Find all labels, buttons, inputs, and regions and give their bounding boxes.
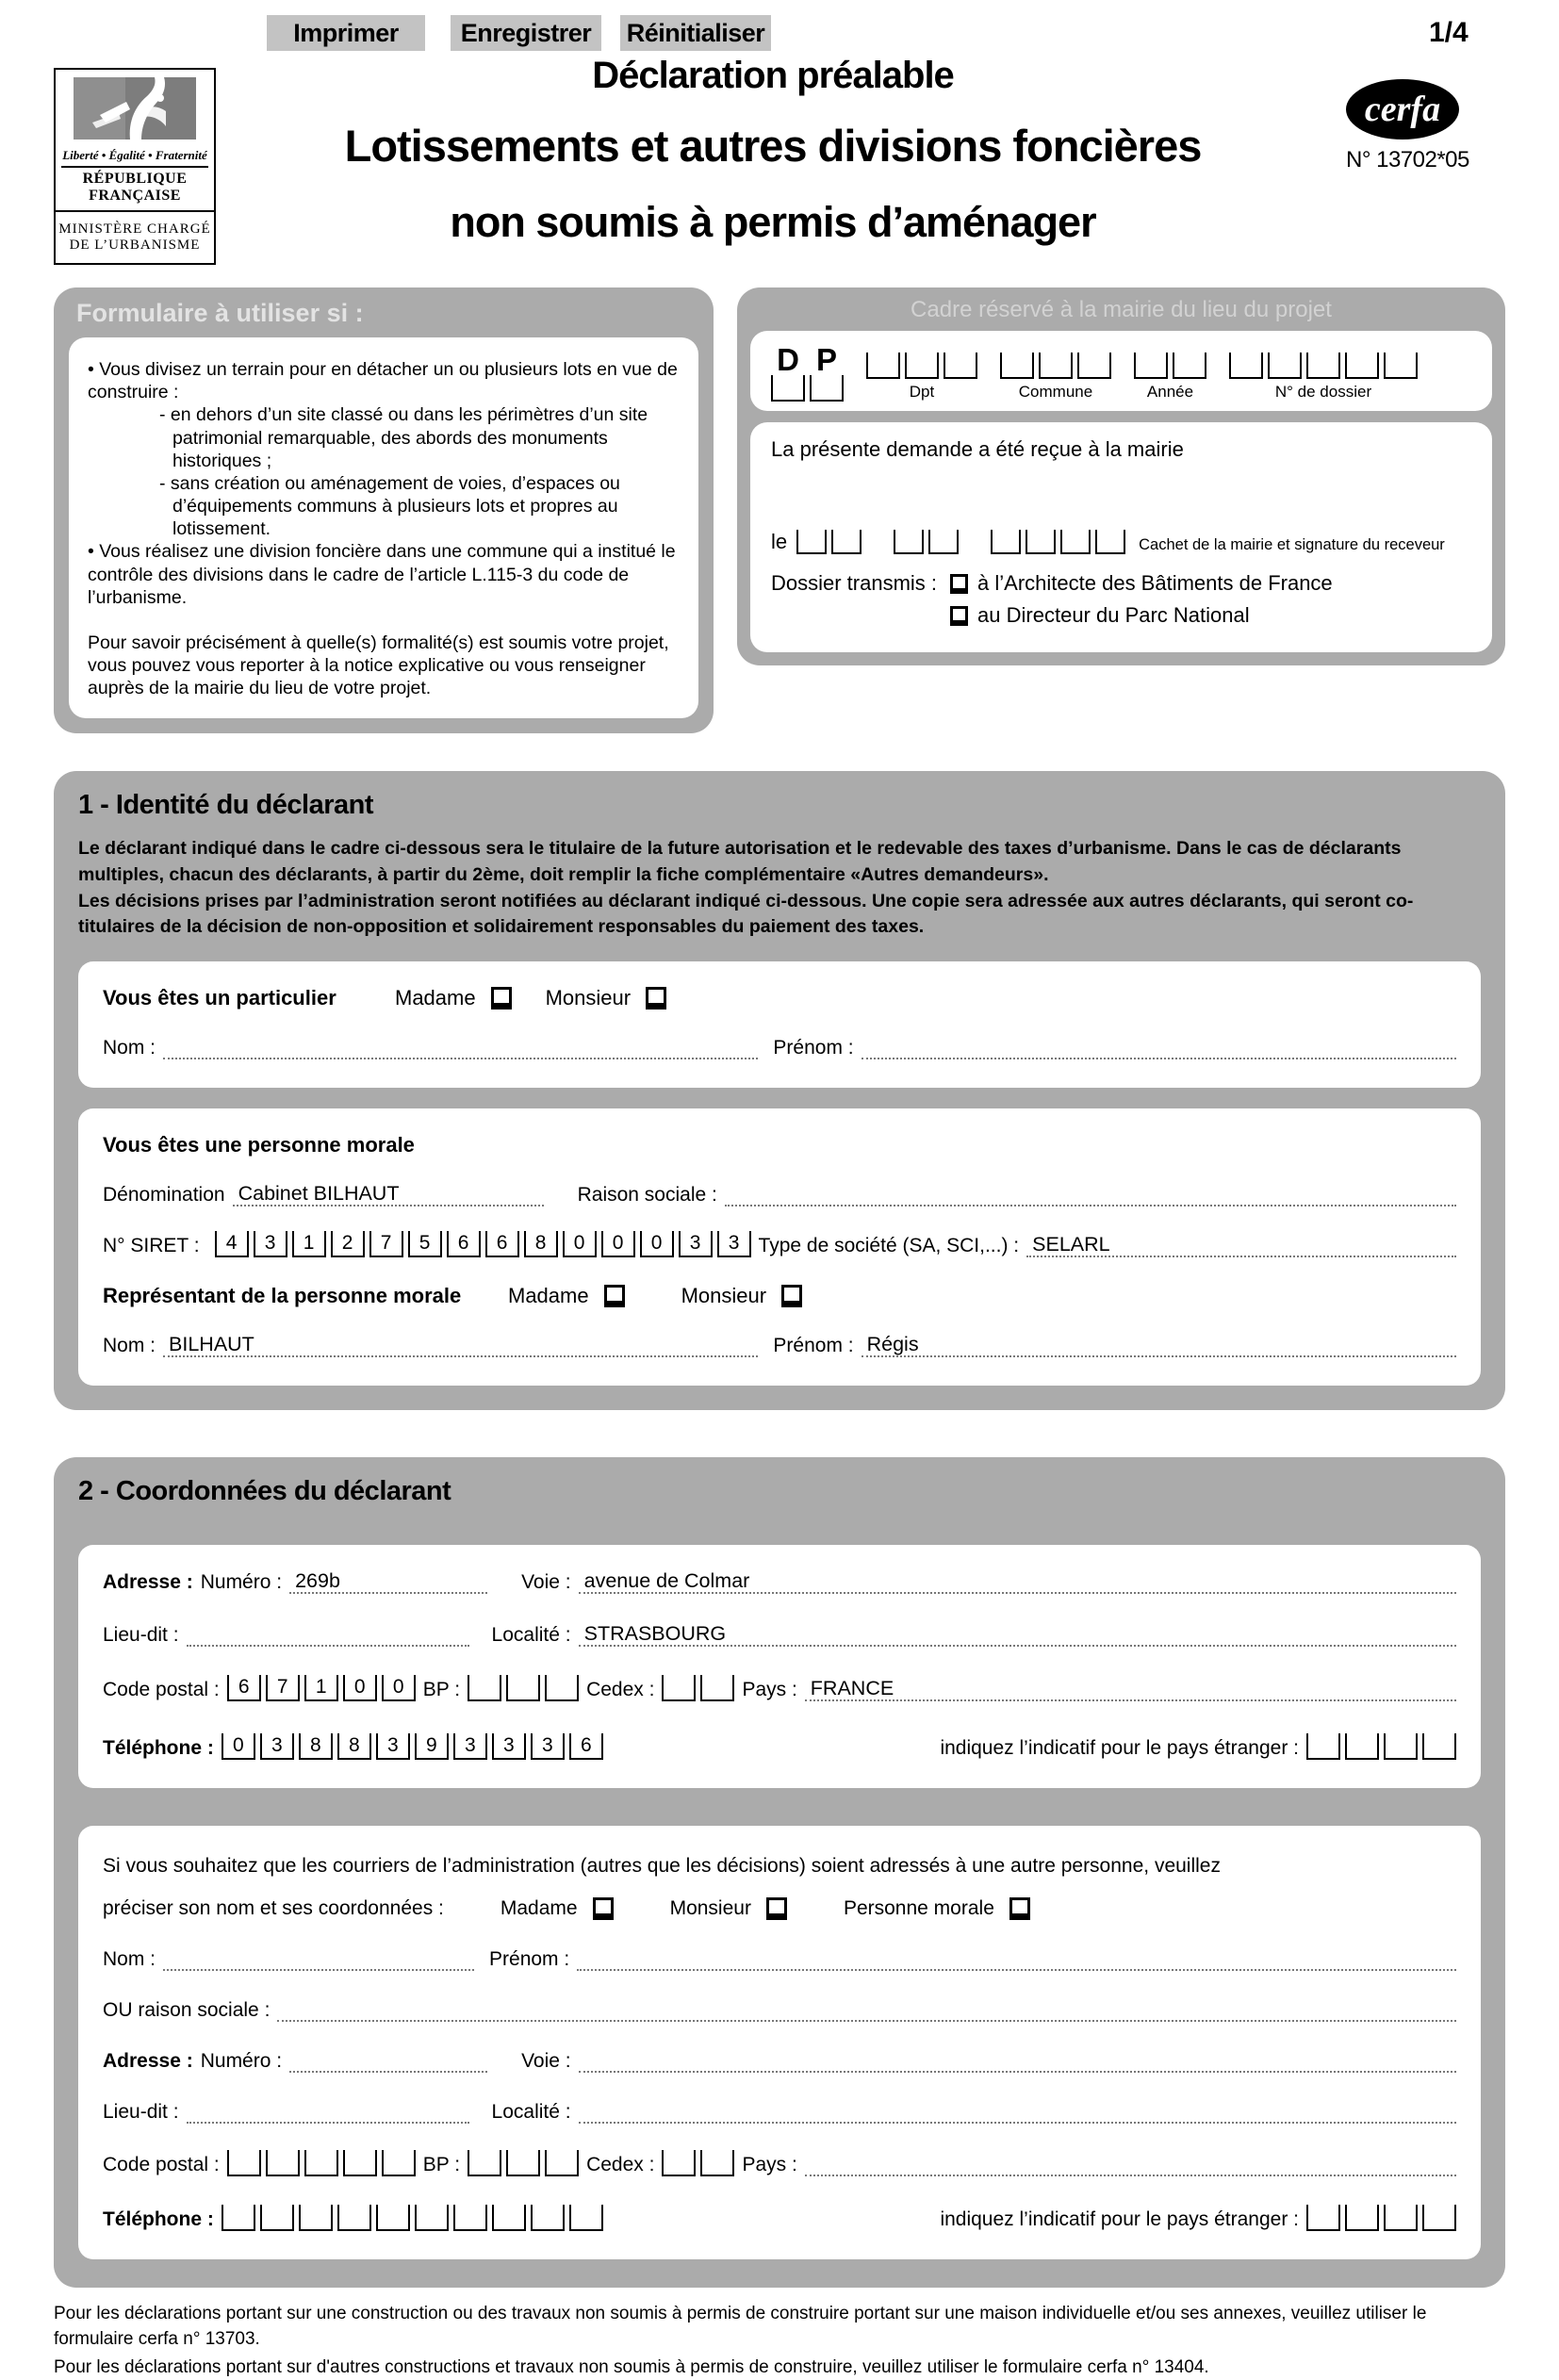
- cell[interactable]: 7: [266, 1675, 300, 1701]
- particulier-box: [78, 961, 1481, 1088]
- voie-label: Voie :: [521, 1571, 571, 1594]
- voie-label-other: Voie :: [521, 2049, 571, 2072]
- cell[interactable]: [376, 2205, 410, 2231]
- code-postal-cells-other[interactable]: [227, 2150, 416, 2176]
- denomination-field[interactable]: [233, 1182, 544, 1206]
- code-postal-label: Code postal :: [103, 1679, 220, 1701]
- bp-cells[interactable]: [468, 1675, 579, 1701]
- madame-checkbox-other[interactable]: [593, 1897, 614, 1920]
- prenom-label-morale: Prénom :: [773, 1335, 854, 1357]
- numero-label-other: Numéro :: [200, 2049, 283, 2072]
- title-line-3: non soumis à permis d’aménager: [450, 198, 1096, 246]
- footer-note-2: Pour les déclarations portant sur d'autres constructions et travaux non soumis à permis de construire, veuillez utiliser le formulaire cerfa n° 13404.: [54, 2356, 1209, 2377]
- cell[interactable]: [1173, 353, 1206, 379]
- cell[interactable]: [1077, 353, 1111, 379]
- numero-label: Numéro :: [200, 1571, 283, 1594]
- cell[interactable]: [468, 1675, 501, 1701]
- madame-label-other: Madame: [500, 1896, 578, 1919]
- prenom-label-particulier: Prénom :: [773, 1037, 854, 1059]
- cell[interactable]: [569, 2205, 603, 2231]
- cell[interactable]: 6: [485, 1231, 519, 1257]
- cell[interactable]: [866, 353, 900, 379]
- madame-checkbox-particulier[interactable]: [491, 987, 512, 1009]
- cell[interactable]: [662, 2150, 696, 2176]
- date-day-cells[interactable]: [796, 530, 862, 554]
- numero-value: 269b: [295, 1569, 340, 1592]
- mairie-header: Cadre réservé à la mairie du lieu du projet: [911, 297, 1332, 322]
- cell[interactable]: [337, 2205, 371, 2231]
- cell[interactable]: [1039, 353, 1073, 379]
- cell[interactable]: 3: [492, 1733, 526, 1760]
- personne-morale-checkbox-other[interactable]: [1009, 1897, 1030, 1920]
- pays-field-other[interactable]: [805, 2152, 1456, 2176]
- type-societe-label: Type de société (SA, SCI,...) :: [758, 1235, 1020, 1257]
- telephone-cells-other[interactable]: [222, 2205, 603, 2231]
- cell[interactable]: [531, 2205, 565, 2231]
- annee-label: Année: [1146, 383, 1194, 401]
- cell[interactable]: [700, 2150, 734, 2176]
- cell[interactable]: 1: [292, 1231, 326, 1257]
- prenom-value-morale: Régis: [866, 1333, 919, 1355]
- page-indicator: 1/4: [1429, 17, 1469, 48]
- voie-field[interactable]: [579, 1569, 1456, 1594]
- prenom-field-morale[interactable]: [862, 1333, 1456, 1357]
- localite-field[interactable]: [579, 1622, 1456, 1647]
- bp-label-other: BP :: [422, 2153, 461, 2175]
- cell[interactable]: [662, 1675, 696, 1701]
- usage-text: [69, 337, 698, 718]
- representant-label: Représentant de la personne morale: [103, 1284, 462, 1308]
- pays-label-other: Pays :: [742, 2153, 797, 2175]
- monsieur-label-particulier: Monsieur: [545, 986, 632, 1010]
- adresse-label: Adresse :: [103, 1571, 193, 1594]
- monsieur-checkbox-other[interactable]: [766, 1897, 787, 1920]
- cell[interactable]: [1000, 353, 1034, 379]
- raison-sociale-label-other: OU raison sociale :: [103, 1998, 271, 2021]
- dossier-cells[interactable]: [1229, 353, 1418, 379]
- cell[interactable]: 0: [343, 1675, 377, 1701]
- prenom-field-particulier[interactable]: [862, 1035, 1456, 1059]
- cell[interactable]: [415, 2205, 449, 2231]
- dp-letter-d: D: [777, 342, 799, 377]
- prenom-label-other: Prénom :: [489, 1947, 570, 1970]
- cell[interactable]: [1229, 353, 1263, 379]
- cell[interactable]: 0: [222, 1733, 255, 1760]
- cell[interactable]: [545, 2150, 579, 2176]
- cell[interactable]: 6: [569, 1733, 603, 1760]
- dp-number-box: [750, 331, 1492, 411]
- cell[interactable]: [1345, 2205, 1379, 2231]
- cell[interactable]: [492, 2205, 526, 2231]
- cell[interactable]: 6: [447, 1231, 481, 1257]
- cell[interactable]: [991, 530, 1021, 554]
- cell[interactable]: [1026, 530, 1056, 554]
- denomination-label: Dénomination: [103, 1184, 225, 1206]
- siret-label: N° SIRET :: [103, 1235, 200, 1257]
- nom-field-other[interactable]: [163, 1946, 474, 1971]
- reset-button[interactable]: Réinitialiser: [620, 15, 771, 51]
- cell[interactable]: 3: [531, 1733, 565, 1760]
- nom-field-particulier[interactable]: [163, 1035, 758, 1059]
- cell[interactable]: 8: [524, 1231, 558, 1257]
- cell[interactable]: [1345, 1733, 1379, 1760]
- dpt-label: Dpt: [909, 383, 935, 401]
- nom-field-morale[interactable]: [163, 1333, 758, 1357]
- usage-header: Formulaire à utiliser si :: [76, 299, 364, 327]
- madame-label-particulier: Madame: [395, 986, 476, 1010]
- cell[interactable]: [1384, 2205, 1418, 2231]
- cell[interactable]: 9: [415, 1733, 449, 1760]
- denomination-value: Cabinet BILHAUT: [238, 1182, 400, 1205]
- cell[interactable]: 3: [717, 1231, 751, 1257]
- prenom-field-other[interactable]: [577, 1946, 1456, 1971]
- cell[interactable]: 3: [260, 1733, 294, 1760]
- cell[interactable]: [343, 2150, 377, 2176]
- cell[interactable]: [1306, 353, 1340, 379]
- ministry-line-2: DE L’URBANISME: [69, 238, 201, 253]
- cell[interactable]: [771, 375, 805, 402]
- madame-checkbox-morale[interactable]: [604, 1285, 625, 1307]
- numero-field-other[interactable]: [289, 2048, 487, 2073]
- cerfa-logo: cerfa: [1346, 79, 1459, 140]
- cell[interactable]: [1384, 1733, 1418, 1760]
- annee-cells[interactable]: [1134, 353, 1206, 379]
- cell[interactable]: [260, 2205, 294, 2231]
- marianne-logo: [74, 77, 196, 140]
- architecte-checkbox[interactable]: [950, 574, 968, 594]
- telephone-cells[interactable]: [222, 1733, 603, 1760]
- parc-national-checkbox[interactable]: [950, 606, 968, 626]
- cell[interactable]: [299, 2205, 333, 2231]
- annee-group[interactable]: [1134, 353, 1206, 402]
- section-1-intro-text-1: Le déclarant indiqué dans le cadre ci-dessous sera le titulaire de la future autorisation et le redevable des taxes d’urbanisme. Dans le cas de déclarants multiples, chacun des déclarants, à partir du 2ème, doit remplir la fiche complémentaire «Autres demandeurs».: [78, 838, 1402, 886]
- date-month-cells[interactable]: [894, 530, 959, 554]
- cell[interactable]: 3: [254, 1231, 287, 1257]
- dp-letter-p: P: [815, 342, 837, 377]
- cedex-cells-other[interactable]: [662, 2150, 734, 2176]
- cerfa-block: [1346, 79, 1497, 173]
- dossier-label: N° de dossier: [1274, 383, 1372, 401]
- monsieur-label-morale: Monsieur: [681, 1284, 767, 1308]
- nom-label-morale: Nom :: [103, 1335, 156, 1357]
- lieudit-label: Lieu-dit :: [103, 1624, 179, 1647]
- morale-title: Vous êtes une personne morale: [103, 1133, 415, 1157]
- monsieur-checkbox-morale[interactable]: [781, 1285, 802, 1307]
- mairie-receipt-box: [750, 422, 1492, 652]
- title-line-1: Déclaration préalable: [592, 55, 954, 96]
- cell[interactable]: [905, 353, 939, 379]
- cell[interactable]: [506, 1675, 540, 1701]
- commune-cells[interactable]: [1000, 353, 1111, 379]
- telephone-label-other: Téléphone :: [103, 2208, 214, 2230]
- dossier-group[interactable]: [1229, 353, 1418, 402]
- localite-label: Localité :: [491, 1624, 571, 1647]
- date-le-label: le: [771, 530, 788, 553]
- dp-cells[interactable]: [771, 375, 844, 402]
- dpt-group[interactable]: [866, 353, 977, 402]
- mairie-panel: [737, 287, 1505, 665]
- personne-morale-label-other: Personne morale: [843, 1896, 994, 1919]
- transmis-label: Dossier transmis :: [771, 571, 938, 595]
- usage-sub-1: - en dehors d’un site classé ou dans les périmètres d’un site patrimonial remarquable, des abords des monuments historiques ;: [159, 404, 648, 471]
- personne-morale-box: [78, 1108, 1481, 1386]
- republic-name: RÉPUBLIQUE FRANÇAISE: [82, 171, 188, 204]
- adresse-label-other: Adresse :: [103, 2049, 193, 2072]
- declarant-address-box: [78, 1545, 1481, 1788]
- cell[interactable]: 4: [215, 1231, 249, 1257]
- nom-label-particulier: Nom :: [103, 1037, 156, 1059]
- cell[interactable]: [1268, 353, 1302, 379]
- cell[interactable]: [1422, 1733, 1456, 1760]
- cerfa-number: N° 13702*05: [1346, 147, 1469, 172]
- title-line-2: Lotissements et autres divisions foncières: [344, 121, 1202, 171]
- dp-code-group[interactable]: [771, 344, 844, 402]
- cell[interactable]: [1306, 2205, 1340, 2231]
- section-1-header: 1 - Identité du déclarant: [78, 790, 373, 821]
- cell[interactable]: [1095, 530, 1125, 554]
- numero-field[interactable]: [289, 1569, 487, 1594]
- cell[interactable]: [700, 1675, 734, 1701]
- lieudit-field-other[interactable]: [187, 2099, 469, 2124]
- lieudit-label-other: Lieu-dit :: [103, 2100, 179, 2123]
- cell[interactable]: [1306, 1733, 1340, 1760]
- monsieur-label-other: Monsieur: [669, 1896, 751, 1919]
- cell[interactable]: 3: [679, 1231, 713, 1257]
- save-button[interactable]: Enregistrer: [451, 15, 601, 51]
- other-contact-intro-1: Si vous souhaitez que les courriers de l’administration (autres que les décisions) soient adressés à une autre personne, veuillez: [103, 1855, 1221, 1878]
- type-societe-field[interactable]: [1026, 1233, 1456, 1257]
- cell[interactable]: [545, 1675, 579, 1701]
- cachet-label: Cachet de la mairie et signature du receveur: [1139, 536, 1445, 553]
- localite-value: STRASBOURG: [583, 1622, 727, 1645]
- cell[interactable]: 7: [369, 1231, 403, 1257]
- localite-field-other[interactable]: [579, 2099, 1456, 2124]
- cell[interactable]: 0: [640, 1231, 674, 1257]
- cell[interactable]: [227, 2150, 261, 2176]
- cell[interactable]: [1422, 2205, 1456, 2231]
- cell[interactable]: 1: [304, 1675, 338, 1701]
- voie-value: avenue de Colmar: [583, 1569, 750, 1592]
- lieudit-field[interactable]: [187, 1622, 469, 1647]
- dpt-cells[interactable]: [866, 353, 977, 379]
- section-2-coordonnees: [54, 1457, 1505, 2288]
- section-2-header: 2 - Coordonnées du déclarant: [78, 1476, 451, 1507]
- usage-note: Pour savoir précisément à quelle(s) formalité(s) est soumis votre projet, vous pouvez vous reporter à la notice explicative ou vous renseigner auprès de la mairie du lieu de votre projet.: [88, 632, 669, 699]
- particulier-title: Vous êtes un particulier: [103, 986, 336, 1010]
- code-postal-label-other: Code postal :: [103, 2153, 220, 2175]
- date-year-cells[interactable]: [991, 530, 1125, 554]
- cell[interactable]: [382, 2150, 416, 2176]
- cell[interactable]: 3: [453, 1733, 487, 1760]
- cell[interactable]: [304, 2150, 338, 2176]
- monsieur-checkbox-particulier[interactable]: [646, 987, 666, 1009]
- other-contact-intro-2: préciser son nom et ses coordonnées :: [103, 1896, 444, 1919]
- nom-label-other: Nom :: [103, 1947, 156, 1970]
- cell[interactable]: [1345, 353, 1379, 379]
- cell[interactable]: [831, 530, 862, 554]
- form-title: [193, 55, 1353, 247]
- usage-bullet-2: • Vous réalisez une division foncière dans une commune qui a institué le contrôle des divisions dans le cadre de l’article L.115-3 du code de l’urbanisme.: [88, 541, 676, 608]
- architecte-label: à l’Architecte des Bâtiments de France: [977, 571, 1333, 595]
- other-contact-box: [78, 1826, 1481, 2259]
- indicatif-cells-other[interactable]: [1306, 2205, 1456, 2231]
- cell[interactable]: 6: [227, 1675, 261, 1701]
- motto: Liberté • Égalité • Fraternité: [61, 148, 208, 168]
- ministry-line-1: MINISTÈRE CHARGÉ: [58, 222, 211, 237]
- cell[interactable]: [810, 375, 844, 402]
- usage-bullet-1: • Vous divisez un terrain pour en détacher un ou plusieurs lots en vue de construire :: [88, 359, 678, 403]
- cell[interactable]: [222, 2205, 255, 2231]
- section-1-intro-text-2: Les décisions prises par l’administration seront notifiées au déclarant indiqué ci-dessous. Une copie sera adressée aux autres déclarants, qui seront co-titulaires de la décision de non-opposition et solidairement responsables du paiement des taxes.: [78, 890, 1414, 938]
- cell[interactable]: [453, 2205, 487, 2231]
- pays-field[interactable]: [805, 1677, 1456, 1701]
- bp-label: BP :: [422, 1679, 461, 1701]
- cedex-label-other: Cedex :: [586, 2153, 655, 2175]
- cell[interactable]: 0: [563, 1231, 597, 1257]
- section-1-intro: [78, 836, 1481, 941]
- code-postal-cells[interactable]: [227, 1675, 416, 1701]
- section-1-identite: [54, 771, 1505, 1410]
- cell[interactable]: [1384, 353, 1418, 379]
- indicatif-cells[interactable]: [1306, 1733, 1456, 1760]
- cell[interactable]: [796, 530, 827, 554]
- footer-notes: [54, 2301, 1505, 2380]
- pays-value: FRANCE: [810, 1677, 894, 1699]
- cell[interactable]: [506, 2150, 540, 2176]
- cell[interactable]: 0: [382, 1675, 416, 1701]
- madame-label-morale: Madame: [508, 1284, 589, 1308]
- french-republic-logo-block: [54, 68, 216, 265]
- cell[interactable]: 5: [408, 1231, 442, 1257]
- voie-field-other[interactable]: [579, 2048, 1456, 2073]
- cell[interactable]: [1060, 530, 1091, 554]
- cell[interactable]: 8: [337, 1733, 371, 1760]
- cell[interactable]: [894, 530, 924, 554]
- cell[interactable]: 0: [601, 1231, 635, 1257]
- commune-group[interactable]: [1000, 353, 1111, 402]
- telephone-label: Téléphone :: [103, 1737, 214, 1760]
- nom-value-morale: BILHAUT: [169, 1333, 254, 1355]
- raison-sociale-label: Raison sociale :: [577, 1184, 717, 1206]
- received-label: La présente demande a été reçue à la mairie: [771, 437, 1184, 461]
- siret-cells[interactable]: [215, 1231, 751, 1257]
- pays-label: Pays :: [742, 1679, 797, 1701]
- cell[interactable]: [1134, 353, 1168, 379]
- commune-label: Commune: [1018, 383, 1093, 401]
- usage-sub-2: - sans création ou aménagement de voies, d’espaces ou d’équipements communs à plusieurs lots et propres au lotissement.: [159, 472, 620, 540]
- cedex-cells[interactable]: [662, 1675, 734, 1701]
- localite-label-other: Localité :: [491, 2100, 571, 2123]
- raison-sociale-field[interactable]: [725, 1182, 1456, 1206]
- ministry-label: [54, 212, 216, 265]
- footer-note-1: Pour les déclarations portant sur une construction ou des travaux non soumis à permis de construire portant sur une maison individuelle et/ou ses annexes, veuillez utiliser le formulaire cerfa n° 13703.: [54, 2303, 1427, 2350]
- cell[interactable]: [928, 530, 959, 554]
- cell[interactable]: [944, 353, 977, 379]
- cell[interactable]: [468, 2150, 501, 2176]
- cell[interactable]: 8: [299, 1733, 333, 1760]
- type-societe-value: SELARL: [1032, 1233, 1110, 1256]
- bp-cells-other[interactable]: [468, 2150, 579, 2176]
- cell[interactable]: 3: [376, 1733, 410, 1760]
- raison-sociale-field-other[interactable]: [277, 1997, 1456, 2022]
- usage-panel: [54, 287, 714, 733]
- parc-national-label: au Directeur du Parc National: [977, 603, 1250, 627]
- indicatif-label-other: indiquez l’indicatif pour le pays étranger :: [940, 2208, 1299, 2230]
- cedex-label: Cedex :: [586, 1679, 655, 1701]
- cell[interactable]: [266, 2150, 300, 2176]
- cell[interactable]: 2: [331, 1231, 365, 1257]
- indicatif-label: indiquez l’indicatif pour le pays étranger :: [940, 1737, 1299, 1760]
- print-button[interactable]: Imprimer: [267, 15, 425, 51]
